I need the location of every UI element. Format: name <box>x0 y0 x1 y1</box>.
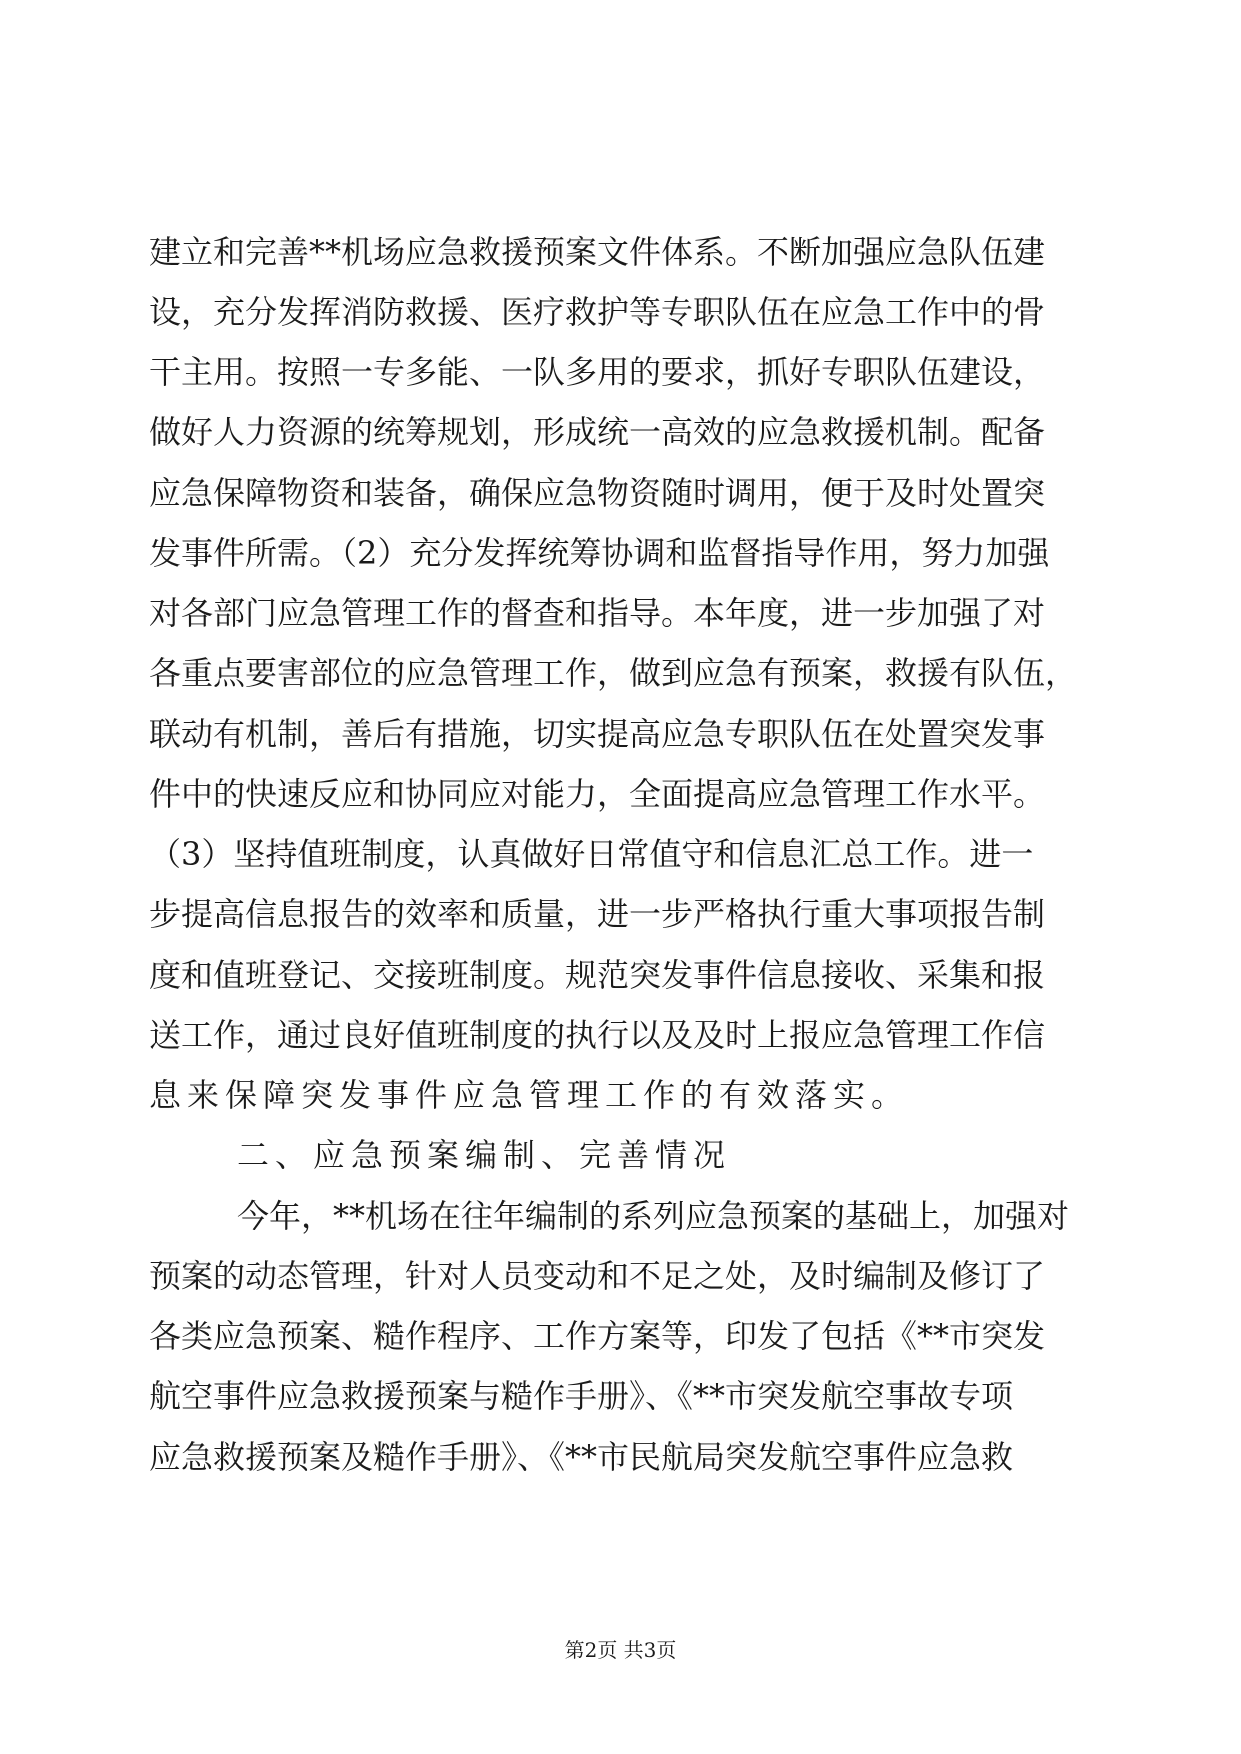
text-line: 件中的快速反应和协同应对能力，全面提高应急管理工作水平。 <box>149 775 1046 813</box>
text-line: 应急救援预案及糙作手册》、《**市民航局突发航空事件应急救 <box>149 1438 1014 1476</box>
text-line: 送工作，通过良好值班制度的执行以及及时上报应急管理工作信 <box>149 1016 1046 1054</box>
text-line: （3）坚持值班制度，认真做好日常值守和信息汇总工作。进一 <box>149 835 1034 873</box>
text-line: 建立和完善**机场应急救援预案文件体系。不断加强应急队伍建 <box>149 233 1046 271</box>
text-line: 度和值班登记、交接班制度。规范突发事件信息接收、采集和报 <box>149 956 1046 994</box>
text-line: 设，充分发挥消防救援、医疗救护等专职队伍在应急工作中的骨 <box>149 293 1046 331</box>
text-line: 干主用。按照一专多能、一队多用的要求，抓好专职队伍建设， <box>149 353 1046 391</box>
text-line: 航空事件应急救援预案与糙作手册》、《**市突发航空事故专项 <box>149 1377 1014 1415</box>
section-heading: 二、应急预案编制、完善情况 <box>237 1136 732 1174</box>
page-footer: 第2页 共3页 <box>564 1638 677 1662</box>
text-line: 步提高信息报告的效率和质量，进一步严格执行重大事项报告制 <box>149 895 1046 933</box>
text-line: 息来保障突发事件应急管理工作的有效落实。 <box>149 1076 910 1114</box>
text-line: 各类应急预案、糙作程序、工作方案等，印发了包括《**市突发 <box>149 1317 1046 1355</box>
text-line: 联动有机制，善后有措施，切实提高应急专职队伍在处置突发事 <box>149 715 1046 753</box>
text-line: 发事件所需。（2）充分发挥统筹协调和监督指导作用，努力加强 <box>149 534 1050 572</box>
text-line: 今年，**机场在往年编制的系列应急预案的基础上，加强对 <box>237 1197 1070 1235</box>
text-line: 做好人力资源的统筹规划，形成统一高效的应急救援机制。配备 <box>149 413 1046 451</box>
text-line: 对各部门应急管理工作的督查和指导。本年度，进一步加强了对 <box>149 594 1046 632</box>
text-line: 预案的动态管理，针对人员变动和不足之处，及时编制及修订了 <box>149 1257 1046 1295</box>
text-line: 应急保障物资和装备，确保应急物资随时调用，便于及时处置突 <box>149 474 1046 512</box>
text-line: 各重点要害部位的应急管理工作，做到应急有预案，救援有队伍， <box>149 654 1078 692</box>
